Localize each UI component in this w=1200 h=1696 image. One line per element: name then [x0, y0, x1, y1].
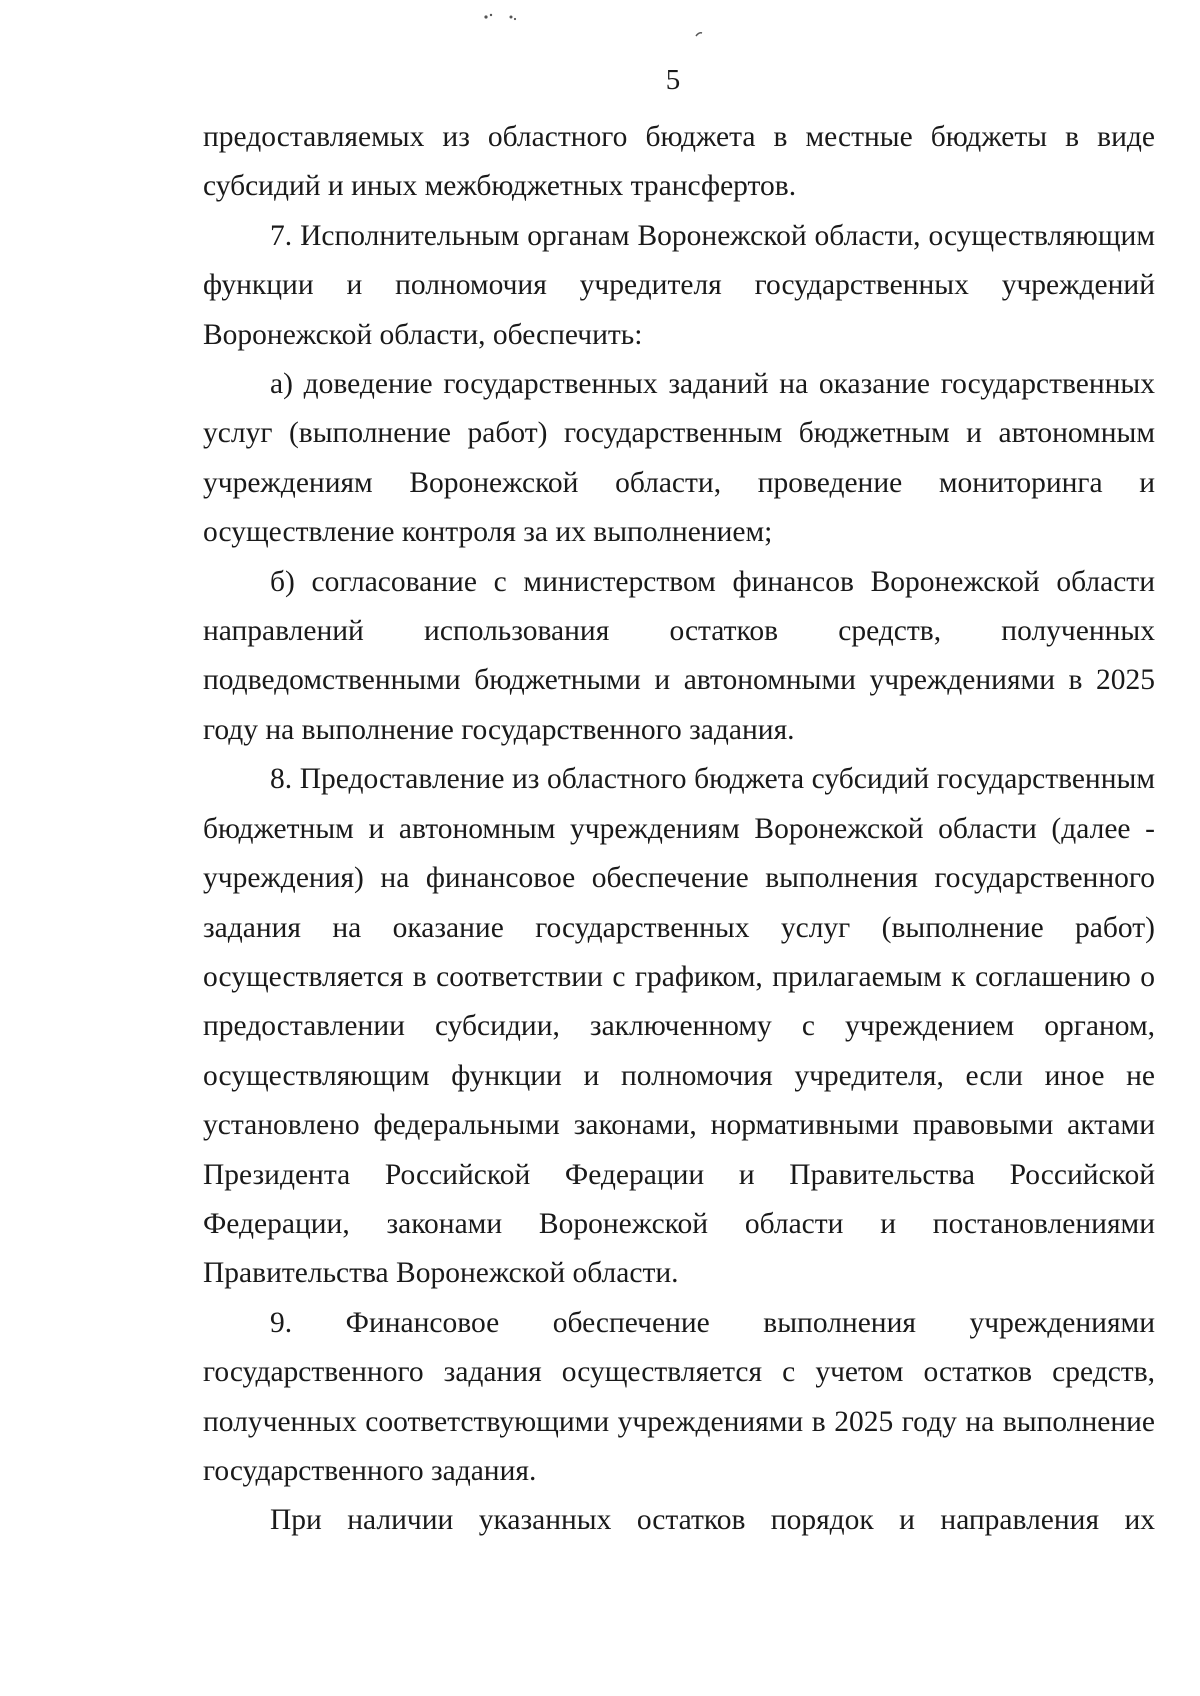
paragraph-item-7: 7. Исполнительным органам Воронежской области, осуществляющим функции и полномочия учредителя государственных учреждений Воронежской области, обеспечить:	[203, 219, 1155, 351]
paragraph-item-9-continuation: При наличии указанных остатков порядок и направления их	[270, 1504, 1155, 1537]
paragraph-item-8: 8. Предоставление из областного бюджета субсидий государственным бюджетным и автономным учреждениям Воронежской области (далее - учреждения) на финансовое обеспечение выполнения государственного задания на оказание государственных услуг (выполнение работ) осуществляется в соответствии с графиком, прилагаемым к соглашению о предоставлении субсидии, заключенному с учреждением органом, осуществляющим функции и полномочия учредителя, если иное не установлено федеральными законами, нормативными правовыми актами Президента Российской Федерации и Правительства Российской Федерации, законами Воронежской области и постановлениями Правительства Воронежской области.	[203, 763, 1155, 1290]
paragraph-item-7b: б) согласование с министерством финансов Воронежской области направлений использования остатков средств, полученных подведомственными бюджетными и автономными учреждениями в 2025 году на выполнение государственного задания.	[203, 565, 1155, 746]
page-number: 5	[665, 64, 681, 96]
paragraph-item-7a: а) доведение государственных заданий на оказание государственных услуг (выполнение работ) государственным бюджетным и автономным учреждениям Воронежской области, проведение мониторинга и осуществление контроля за их выполнением;	[203, 368, 1155, 549]
paragraph-item-9: 9. Финансовое обеспечение выполнения учреждениями государственного задания осуществляется с учетом остатков средств, полученных соответствующими учреждениями в 2025 году на выполнение государственного задания.	[203, 1306, 1155, 1487]
scan-artifact-marks	[0, 8, 1200, 48]
document-body	[203, 113, 1155, 1546]
paragraph-continuation: предоставляемых из областного бюджета в местные бюджеты в виде субсидий и иных межбюджетных трансфертов.	[203, 121, 1155, 203]
